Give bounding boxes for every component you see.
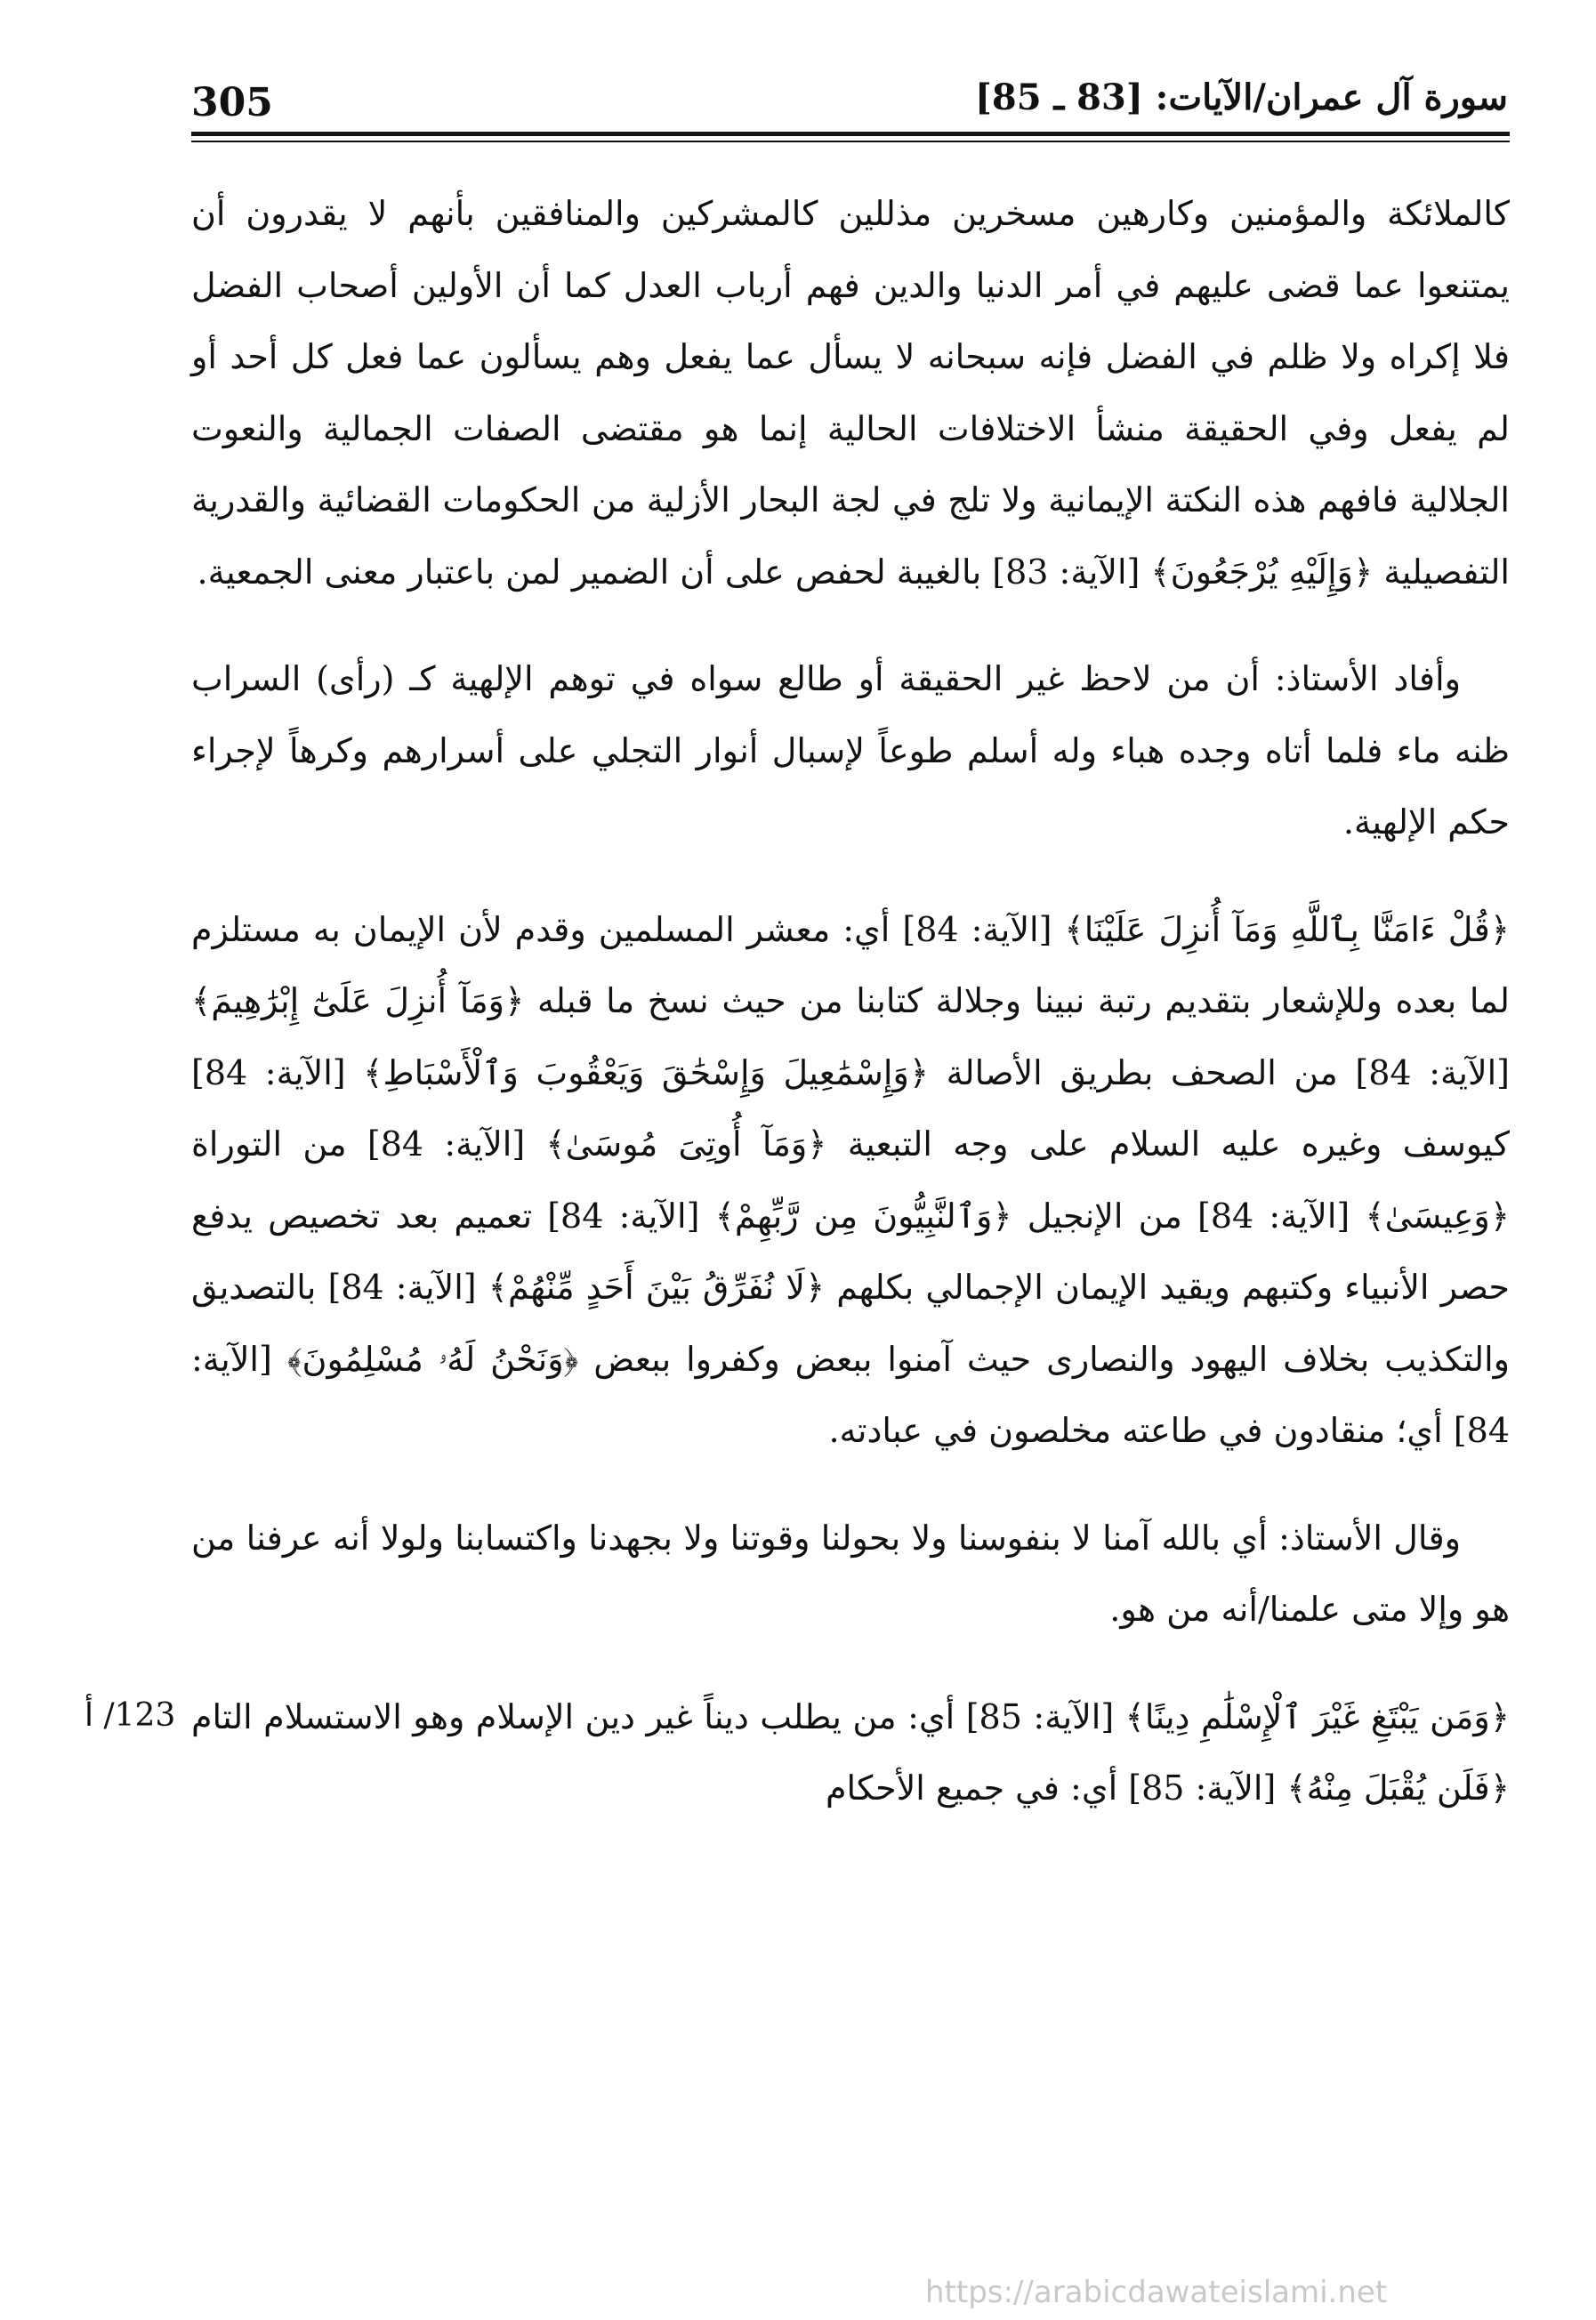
page-number: 305 [191,80,273,125]
paragraph: ﴿وَمَن يَبْتَغِ غَيْرَ ٱلْإِسْلَٰمِ دِينًا﴾ [الآية: 85] أي: من يطلب ديناً غير دين الإسلام وهو الاستسلام التام ﴿فَلَن يُقْبَلَ مِنْهُ﴾ [الآية: 85] أي: في جميع الأحكام [191,1696,1510,1808]
paragraph-gap [191,1646,1510,1681]
paragraph-gap [191,858,1510,894]
header-rule-thick [191,132,1510,136]
paragraph: وقال الأستاذ: أي بالله آمنا لا بنفوسنا ولا بحولنا وقوتنا ولا بجهدنا واكتسابنا ولولا أنه عرفنا من هو وإلا متى علمنا/أنه من هو. [191,1518,1510,1629]
manuscript-folio-note: 123/ أ [85,1697,176,1734]
page-header [191,77,1508,133]
header-rule-thin [191,141,1510,142]
paragraph: كالملائكة والمؤمنين وكارهين مسخرين مذللين كالمشركين والمنافقين بأنهم لا يقدرون أن يمتنعوا عما قضى عليهم في أمر الدنيا والدين فهم أرباب العدل كما أن الأولين أصحاب الفضل فلا إكراه ولا ظلم في الفضل فإنه سبحانه لا يسأل عما يفعل وهم يسألون عما فعل كل أحد أو لم يفعل وفي الحقيقة منشأ الاختلافات الحالية إنما هو مقتضى الصفات الجمالية والنعوت الجلالية فافهم هذه النكتة الإيمانية ولا تلج في لجة البحار الأزلية من الحكومات القضائية والقدرية التفصيلية ﴿وَإِلَيْهِ يُرْجَعُونَ﴾ [الآية: 83] بالغيبة لحفص على أن الضمير لمن باعتبار معنى الجمعية. [191,194,1510,592]
paragraph: وأفاد الأستاذ: أن من لاحظ غير الحقيقة أو طالع سواه في توهم الإلهية كـ (رأى) السراب ظنه ماء فلما أتاه وجده هباء وله أسلم طوعاً لإسبال أنوار التجلي على أسرارهم وكرهاً لإجراء حكم الإلهية. [191,659,1510,842]
page-body [191,178,1510,1825]
paragraph-gap [191,1467,1510,1502]
watermark-url: https://arabicdawateislami.net [925,2275,1388,2310]
paragraph-gap [191,608,1510,643]
running-title: سورة آل عمران/الآيات: [83 ـ 85] [974,77,1508,118]
paragraph: ﴿قُلْ ءَامَنَّا بِٱللَّهِ وَمَآ أُنزِلَ عَلَيْنَا﴾ [الآية: 84] أي: معشر المسلمين وقدم لأن الإيمان به مستلزم لما بعده وللإشعار بتقديم رتبة نبينا وجلالة كتابنا من حيث نسخ ما قبله ﴿وَمَآ أُنزِلَ عَلَىٰٓ إِبْرَٰهِيمَ﴾ [الآية: 84] من الصحف بطريق الأصالة ﴿وَإِسْمَٰعِيلَ وَإِسْحَٰقَ وَيَعْقُوبَ وَٱلْأَسْبَاطِ﴾ [الآية: 84] كيوسف وغيره عليه السلام على وجه التبعية ﴿وَمَآ أُوتِىَ مُوسَىٰ﴾ [الآية: 84] من التوراة ﴿وَعِيسَىٰ﴾ [الآية: 84] من الإنجيل ﴿وَٱلنَّبِيُّونَ مِن رَّبِّهِمْ﴾ [الآية: 84] تعميم بعد تخصيص يدفع حصر الأنبياء وكتبهم ويقيد الإيمان الإجمالي بكلهم ﴿لَا نُفَرِّقُ بَيْنَ أَحَدٍ مِّنْهُمْ﴾ [الآية: 84] بالتصديق والتكذيب بخلاف اليهود والنصارى حيث آمنوا ببعض وكفروا ببعض ﴿وَنَحْنُ لَهُۥ مُسْلِمُونَ﴾ [الآية: 84] أي؛ منقادون في طاعته مخلصون في عبادته. [191,909,1511,1450]
